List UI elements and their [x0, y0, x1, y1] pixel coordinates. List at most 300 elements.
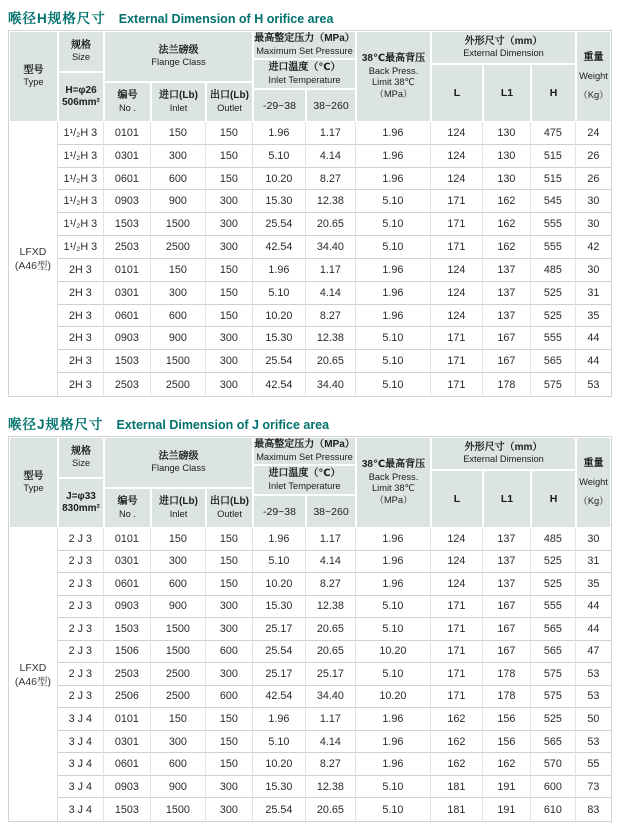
cell-h: 475	[531, 122, 576, 145]
cell-l: 171	[431, 596, 483, 619]
cell-l: 124	[431, 305, 483, 328]
cell-l1: 137	[483, 573, 531, 596]
cell-l1: 167	[483, 596, 531, 619]
cell-temp-38-260: 8.27	[306, 753, 356, 776]
cell-back-press: 5.10	[356, 596, 431, 619]
no-en: No .	[118, 102, 137, 113]
cell-weight: 83	[587, 803, 600, 816]
cell-outlet: 300	[206, 618, 253, 641]
cell-back-press: 5.10	[356, 236, 431, 259]
weight-unit: （Kg）	[578, 495, 609, 506]
H-label: H	[549, 493, 558, 505]
col-header-size-spec	[58, 478, 104, 528]
cell-weight: 31	[576, 551, 611, 574]
type-model: LFXD	[19, 661, 47, 674]
no-en: No .	[118, 508, 137, 519]
cell-h: 515	[531, 145, 576, 168]
cell-back-press: 5.10	[356, 663, 431, 686]
cell-temp-29-38: 1.96	[253, 708, 306, 731]
cell-size: 1¹/₂H 3	[58, 145, 104, 168]
cell-h: 555	[531, 213, 576, 236]
cell-l1: 162	[483, 213, 531, 236]
cell-temp-38-260: 20.65	[306, 213, 356, 236]
cell-no: 1503	[104, 798, 151, 821]
temperature-subcolumns	[253, 89, 356, 122]
cell-inlet: 300	[151, 731, 206, 754]
col-header-L1	[483, 64, 531, 122]
cell-weight: 44	[576, 596, 611, 619]
back-press-line1: 38℃最高背压	[361, 459, 426, 470]
cell-outlet: 300	[206, 776, 253, 799]
cell-outlet: 300	[206, 213, 253, 236]
inlet-temp-en: Inlet Temperature	[268, 74, 341, 85]
table-row	[58, 618, 611, 641]
cell-outlet: 150	[206, 573, 253, 596]
cell-l: 124	[431, 122, 483, 145]
size-spec-line1: J=φ33	[66, 490, 96, 502]
cell-l: 162	[431, 731, 483, 754]
cell-no: 0101	[104, 122, 151, 145]
cell-temp-29-38: 25.54	[253, 798, 306, 821]
cell-h: 545	[531, 190, 576, 213]
col-group-pressure	[253, 437, 356, 528]
cell-l1: 130	[483, 168, 531, 191]
cell-temp-29-38: 5.10	[253, 551, 306, 574]
cell-l: 171	[431, 350, 483, 373]
size-spec-line2: 830mm²	[62, 503, 100, 514]
h-table-header	[9, 31, 611, 122]
cell-temp-38-260: 1.17	[306, 122, 356, 145]
cell-temp-38-260: 20.65	[306, 641, 356, 664]
col-group-flange	[104, 437, 253, 528]
cell-outlet: 150	[206, 708, 253, 731]
ext-dim-zh: 外形尺寸（mm）	[464, 441, 543, 453]
cell-no: 1506	[104, 641, 151, 664]
cell-outlet: 300	[206, 327, 253, 350]
cell-l1: 162	[483, 753, 531, 776]
cell-weight: 50	[576, 708, 611, 731]
cell-back-press: 5.10	[356, 350, 431, 373]
cell-temp-29-38: 25.17	[253, 663, 306, 686]
cell-l: 171	[431, 236, 483, 259]
flange-subcolumns	[104, 488, 253, 528]
cell-size: 3 J 4	[58, 708, 104, 731]
weight-en: Weight	[579, 71, 608, 82]
outlet-zh: 出口(Lb)	[210, 90, 249, 101]
cell-back-press: 5.10	[356, 190, 431, 213]
table-row	[58, 731, 611, 754]
cell-temp-38-260: 1.17	[306, 259, 356, 282]
cell-outlet: 150	[206, 168, 253, 191]
cell-temp-29-38: 1.96	[253, 528, 306, 551]
cell-l: 171	[431, 663, 483, 686]
cell-temp-29-38: 10.20	[253, 573, 306, 596]
cell-size: 3 J 4	[58, 776, 104, 799]
type-variant: (A46型)	[14, 260, 52, 272]
outlet-en: Outlet	[217, 102, 242, 113]
cell-temp-38-260: 25.17	[306, 663, 356, 686]
col-header-size-spec	[58, 72, 104, 122]
table-row	[58, 282, 611, 305]
cell-weight: 44	[576, 350, 611, 373]
cell-size: 3 J 4	[58, 798, 104, 821]
cell-temp-38-260: 8.27	[306, 168, 356, 191]
back-press-line2: Back Press.	[368, 65, 419, 76]
table-row	[58, 596, 611, 619]
table-row	[58, 686, 611, 709]
cell-size: 2 J 3	[58, 641, 104, 664]
cell-l1: 167	[483, 327, 531, 350]
cell-h: 525	[531, 551, 576, 574]
cell-l1: 130	[483, 122, 531, 145]
cell-size: 2H 3	[58, 282, 104, 305]
col-header-max-set-pressure	[253, 437, 356, 465]
col-header-size	[58, 31, 104, 72]
temperature-subcolumns	[253, 495, 356, 528]
cell-inlet: 2500	[151, 663, 206, 686]
cell-weight: 30	[576, 259, 611, 282]
col-header-L	[431, 64, 483, 122]
flange-en: Flange Class	[151, 463, 206, 473]
dimension-subcolumns	[431, 470, 576, 528]
cell-back-press: 1.96	[356, 573, 431, 596]
col-header-flange-class	[104, 437, 253, 488]
cell-outlet: 150	[206, 305, 253, 328]
cell-inlet: 1500	[151, 798, 206, 821]
cell-l: 181	[431, 776, 483, 799]
col-header-flange-class	[104, 31, 253, 82]
back-press-line2: Back Press.	[368, 471, 419, 482]
cell-h: 575	[531, 686, 576, 709]
cell-weight: 24	[576, 122, 611, 145]
cell-temp-38-260: 8.27	[306, 305, 356, 328]
cell-h: 575	[531, 663, 576, 686]
table-row	[58, 373, 611, 396]
cell-l: 171	[431, 686, 483, 709]
cell-back-press: 1.96	[356, 731, 431, 754]
cell-temp-38-260: 34.40	[306, 686, 356, 709]
cell-size: 1¹/₂H 3	[58, 236, 104, 259]
cell-back-press: 5.10	[356, 776, 431, 799]
cell-weight: 44	[576, 327, 611, 350]
cell-outlet: 600	[206, 641, 253, 664]
cell-weight: 35	[576, 573, 611, 596]
cell-inlet: 300	[151, 145, 206, 168]
flange-zh: 法兰磅级	[158, 44, 199, 56]
cell-no: 0601	[104, 753, 151, 776]
cell-weight: 30	[576, 213, 611, 236]
cell-h: 555	[531, 327, 576, 350]
cell-temp-29-38: 1.96	[253, 122, 306, 145]
col-header-type	[9, 437, 58, 528]
cell-h: 525	[531, 282, 576, 305]
max-set-en: Maximum Set Pressure	[256, 451, 353, 462]
weight-en: Weight	[579, 477, 608, 488]
col-group-pressure	[253, 31, 356, 122]
type-cell-lfxd	[9, 122, 58, 396]
H-label: H	[549, 87, 558, 99]
section-j-title	[8, 413, 612, 430]
cell-temp-29-38: 10.20	[253, 168, 306, 191]
cell-no: 0301	[104, 145, 151, 168]
col-header-type-en: Type	[23, 483, 44, 493]
cell-back-press: 5.10	[356, 327, 431, 350]
cell-temp-29-38: 1.96	[253, 259, 306, 282]
cell-outlet: 150	[206, 753, 253, 776]
col-header-weight	[576, 437, 611, 528]
section-h-title-zh: 喉径H规格尺寸	[8, 11, 106, 26]
j-spec-table	[8, 436, 612, 822]
type-cell-lfxd	[9, 528, 58, 821]
j-table-header	[9, 437, 611, 528]
cell-outlet: 150	[206, 528, 253, 551]
cell-back-press: 5.10	[356, 618, 431, 641]
table-row	[58, 528, 611, 551]
col-header-external-dimension	[431, 31, 576, 64]
cell-h: 565	[531, 731, 576, 754]
cell-l: 124	[431, 528, 483, 551]
cell-temp-38-260: 1.17	[306, 708, 356, 731]
cell-weight: 53	[576, 731, 611, 754]
h-spec-table	[8, 30, 612, 397]
L-label: L	[453, 493, 461, 505]
table-row	[58, 641, 611, 664]
cell-inlet: 2500	[151, 686, 206, 709]
cell-size: 1¹/₂H 3	[58, 122, 104, 145]
table-row	[58, 190, 611, 213]
col-header-type	[9, 31, 58, 122]
cell-inlet: 300	[151, 282, 206, 305]
inlet-temp-en: Inlet Temperature	[268, 480, 341, 491]
cell-outlet: 150	[206, 731, 253, 754]
cell-no: 0903	[104, 327, 151, 350]
cell-inlet: 1500	[151, 213, 206, 236]
cell-inlet: 150	[151, 708, 206, 731]
cell-weight: 53	[576, 663, 611, 686]
cell-no: 2506	[104, 686, 151, 709]
table-row	[58, 305, 611, 328]
cell-temp-29-38: 15.30	[253, 190, 306, 213]
cell-temp-38-260: 20.65	[306, 618, 356, 641]
cell-inlet: 600	[151, 573, 206, 596]
cell-l1: 167	[483, 641, 531, 664]
cell-size: 2 J 3	[58, 528, 104, 551]
cell-outlet: 150	[206, 122, 253, 145]
table-row	[58, 753, 611, 776]
cell-l: 171	[431, 641, 483, 664]
temp1-label: -29~38	[263, 505, 296, 518]
cell-h: 485	[531, 528, 576, 551]
cell-inlet: 2500	[151, 236, 206, 259]
cell-h: 485	[531, 259, 576, 282]
weight-zh: 重量	[583, 457, 604, 469]
max-set-en: Maximum Set Pressure	[256, 45, 353, 56]
cell-l1: 167	[483, 618, 531, 641]
dimension-subcolumns	[431, 64, 576, 122]
cell-l1: 137	[483, 259, 531, 282]
cell-l1: 137	[483, 305, 531, 328]
cell-outlet: 300	[206, 190, 253, 213]
cell-weight: 55	[576, 753, 611, 776]
cell-temp-38-260: 4.14	[306, 731, 356, 754]
cell-no: 0301	[104, 551, 151, 574]
col-header-outlet	[206, 488, 253, 528]
col-header-max-set-pressure	[253, 31, 356, 59]
cell-back-press: 1.96	[356, 122, 431, 145]
max-set-zh: 最高整定压力（MPa）	[254, 33, 355, 44]
cell-back-press: 1.96	[356, 168, 431, 191]
table-row	[58, 573, 611, 596]
back-press-line4: （MPa）	[374, 88, 413, 99]
cell-back-press: 10.20	[356, 641, 431, 664]
cell-weight: 30	[576, 190, 611, 213]
inlet-en: Inlet	[169, 508, 188, 519]
cell-no: 1503	[104, 618, 151, 641]
section-j-title-en: External Dimension of J orifice area	[116, 418, 330, 432]
cell-l1: 191	[483, 798, 531, 821]
section-h-title	[8, 7, 612, 24]
table-row	[58, 122, 611, 145]
cell-size: 1¹/₂H 3	[58, 213, 104, 236]
cell-h: 600	[531, 776, 576, 799]
cell-size: 2H 3	[58, 327, 104, 350]
cell-temp-29-38: 5.10	[253, 282, 306, 305]
col-group-flange	[104, 31, 253, 122]
cell-l: 171	[431, 327, 483, 350]
cell-no: 0601	[104, 573, 151, 596]
h-table-rows	[58, 122, 611, 396]
cell-temp-29-38: 25.54	[253, 641, 306, 664]
cell-weight: 26	[576, 145, 611, 168]
cell-inlet: 150	[151, 528, 206, 551]
col-header-temp-range-1	[253, 89, 306, 122]
ext-dim-en: External Dimension	[463, 454, 544, 464]
cell-l: 181	[431, 798, 483, 821]
cell-temp-38-260: 12.38	[306, 190, 356, 213]
cell-no: 2503	[104, 236, 151, 259]
cell-temp-29-38: 15.30	[253, 776, 306, 799]
cell-temp-38-260: 12.38	[306, 596, 356, 619]
cell-l1: 137	[483, 282, 531, 305]
table-row	[58, 663, 611, 686]
cell-weight: 47	[576, 641, 611, 664]
cell-temp-29-38: 15.30	[253, 596, 306, 619]
table-row	[58, 776, 611, 799]
col-header-type-zh: 型号	[23, 470, 44, 482]
cell-temp-38-260: 20.65	[306, 350, 356, 373]
cell-temp-29-38: 25.54	[253, 213, 306, 236]
col-header-inlet-temperature	[253, 465, 356, 495]
cell-size: 1¹/₂H 3	[58, 190, 104, 213]
cell-no: 1503	[104, 350, 151, 373]
max-set-zh: 最高整定压力（MPa）	[254, 439, 355, 450]
cell-back-press: 1.96	[356, 708, 431, 731]
cell-h: 515	[531, 168, 576, 191]
cell-inlet: 150	[151, 122, 206, 145]
j-table-body	[9, 528, 611, 821]
outlet-zh: 出口(Lb)	[210, 496, 249, 507]
cell-temp-38-260: 12.38	[306, 327, 356, 350]
flange-subcolumns	[104, 82, 253, 122]
cell-back-press: 5.10	[356, 373, 431, 396]
outlet-en: Outlet	[217, 508, 242, 519]
type-model: LFXD	[19, 246, 47, 258]
cell-back-press: 1.96	[356, 282, 431, 305]
cell-no: 2503	[104, 663, 151, 686]
j-table-rows	[58, 528, 611, 821]
cell-outlet: 300	[206, 798, 253, 821]
cell-size: 2H 3	[58, 259, 104, 282]
cell-l: 124	[431, 282, 483, 305]
cell-back-press: 1.96	[356, 145, 431, 168]
cell-size: 2H 3	[58, 350, 104, 373]
cell-size: 3 J 4	[58, 753, 104, 776]
cell-weight: 53	[587, 378, 600, 391]
cell-l: 171	[431, 618, 483, 641]
cell-inlet: 1500	[151, 350, 206, 373]
L-label: L	[453, 87, 461, 99]
cell-no: 0301	[104, 731, 151, 754]
size-spec-line2: 506mm²	[62, 97, 100, 108]
cell-temp-38-260: 34.40	[306, 373, 356, 396]
cell-size: 2 J 3	[58, 573, 104, 596]
cell-inlet: 900	[151, 596, 206, 619]
col-header-temp-range-1	[253, 495, 306, 528]
col-header-L1	[483, 470, 531, 528]
cell-l: 171	[431, 190, 483, 213]
cell-size: 2 J 3	[58, 618, 104, 641]
cell-temp-29-38: 10.20	[253, 753, 306, 776]
table-row	[58, 168, 611, 191]
cell-h: 565	[531, 350, 576, 373]
cell-weight: 42	[576, 236, 611, 259]
section-h-title-en: External Dimension of H orifice area	[118, 12, 334, 26]
col-header-size-zh: 规格	[71, 39, 91, 51]
col-header-H	[531, 64, 576, 122]
cell-temp-29-38: 10.20	[253, 305, 306, 328]
cell-h: 575	[531, 373, 576, 396]
cell-no: 0101	[104, 528, 151, 551]
cell-weight: 73	[576, 776, 611, 799]
cell-back-press: 1.96	[356, 528, 431, 551]
cell-no: 0903	[104, 596, 151, 619]
col-header-back-pressure	[356, 437, 431, 528]
col-header-inlet	[151, 82, 206, 122]
cell-temp-38-260: 4.14	[306, 145, 356, 168]
cell-l1: 178	[483, 663, 531, 686]
cell-weight: 35	[576, 305, 611, 328]
table-row	[58, 708, 611, 731]
cell-l: 124	[431, 573, 483, 596]
cell-temp-38-260: 8.27	[306, 573, 356, 596]
section-j-title-zh: 喉径J规格尺寸	[8, 417, 104, 432]
cell-h: 525	[531, 573, 576, 596]
inlet-zh: 进口(Lb)	[159, 90, 198, 101]
col-group-size	[58, 437, 104, 528]
cell-outlet: 300	[206, 236, 253, 259]
cell-size: 2H 3	[58, 373, 104, 396]
flange-zh: 法兰磅级	[158, 450, 199, 462]
cell-outlet: 600	[206, 686, 253, 709]
back-press-line3: Limit 38℃	[372, 77, 415, 87]
cell-l1: 167	[483, 350, 531, 373]
cell-l1: 130	[483, 145, 531, 168]
cell-temp-29-38: 42.54	[253, 686, 306, 709]
cell-h: 570	[531, 753, 576, 776]
cell-temp-29-38: 25.54	[253, 350, 306, 373]
col-header-type-zh: 型号	[23, 64, 44, 76]
col-header-size-en: Size	[71, 52, 91, 62]
